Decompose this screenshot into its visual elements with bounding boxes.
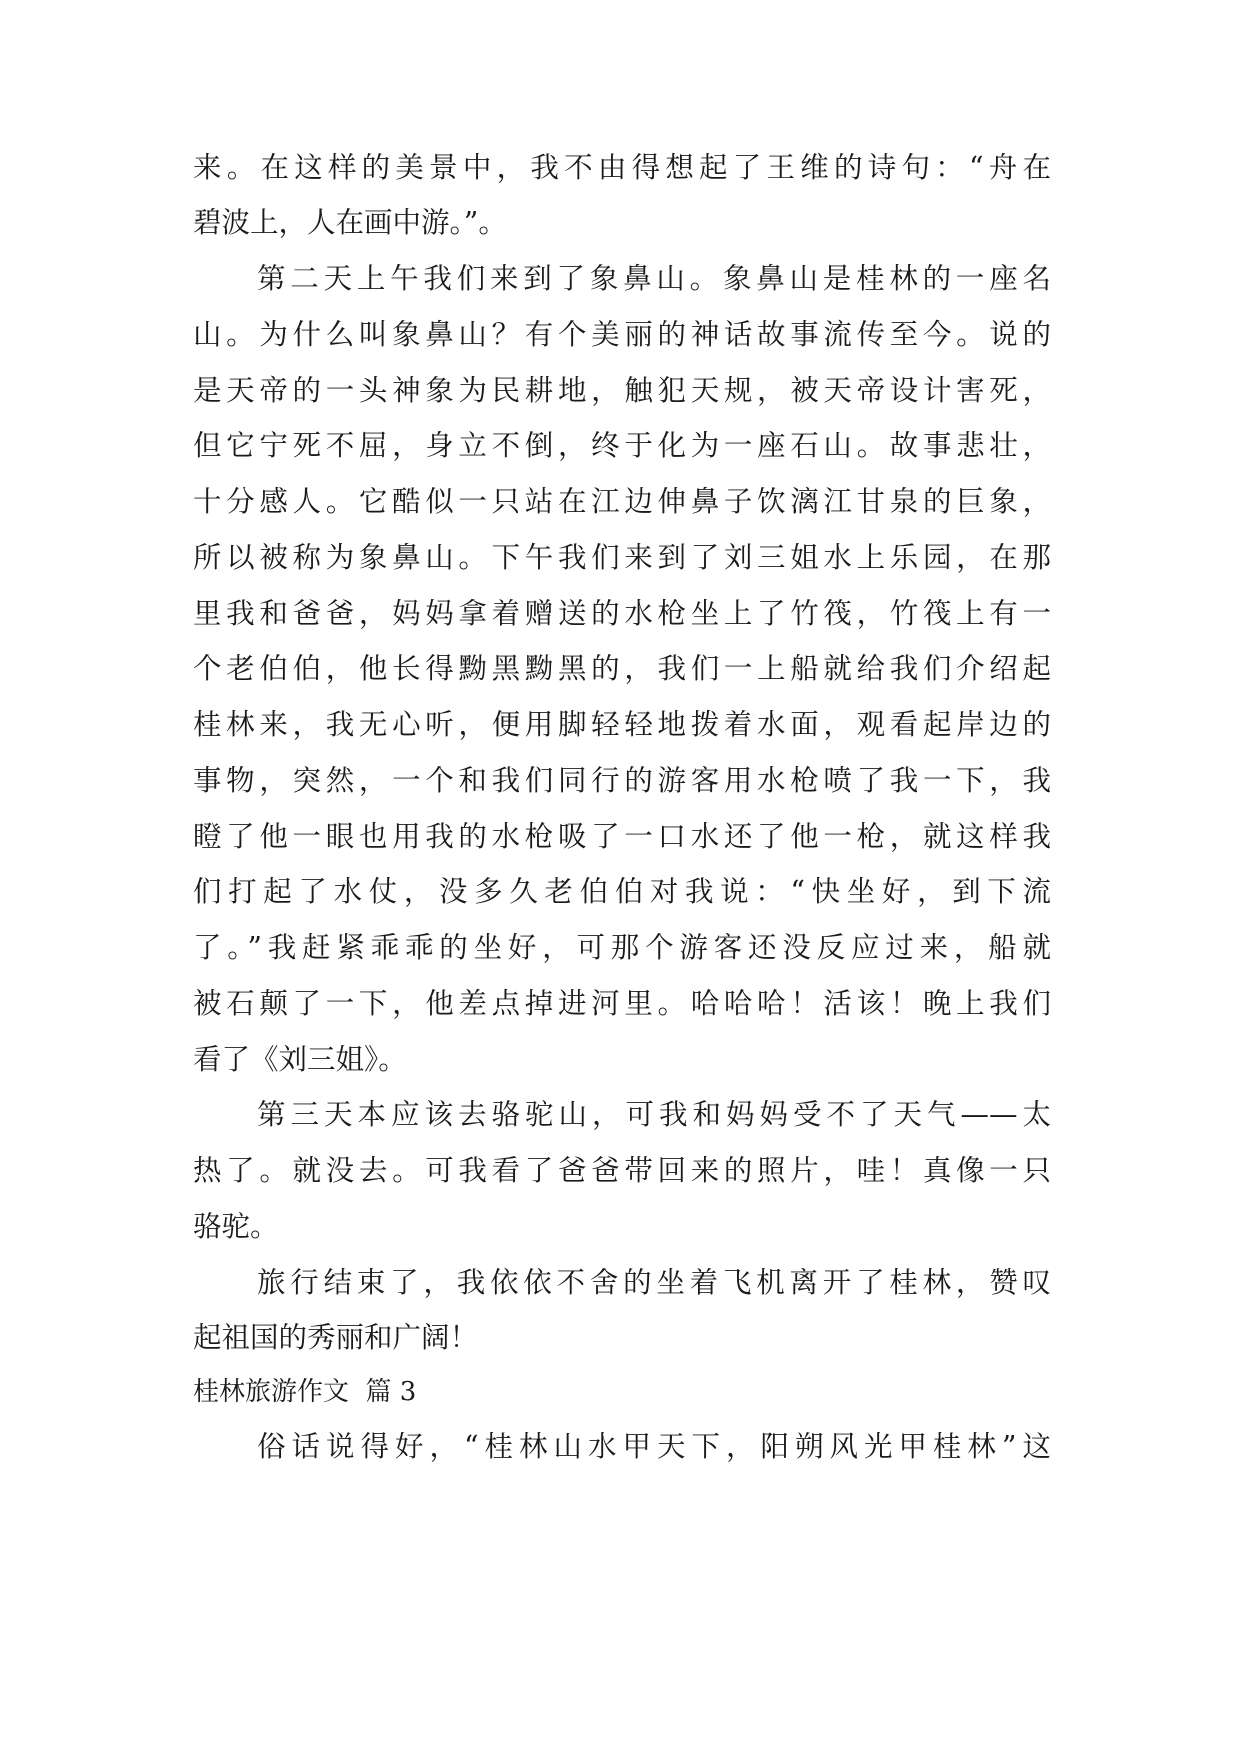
text-line: 瞪了他一眼也用我的水枪吸了一口水还了他一枪，就这样我 [193, 820, 1051, 853]
text-line: 碧波上，人在画中游。”。 [193, 206, 507, 239]
text-line: 被石颠了一下，他差点掉进河里。哈哈哈！活该！晚上我们 [193, 987, 1051, 1020]
text-line: 个老伯伯，他长得黝黑黝黑的，我们一上船就给我们介绍起 [193, 652, 1051, 685]
text-line: 骆驼。 [193, 1210, 279, 1243]
text-line: 起祖国的秀丽和广阔！ [193, 1321, 479, 1354]
text-line: 了。”我赶紧乖乖的坐好，可那个游客还没反应过来，船就 [193, 931, 1051, 964]
text-line: 山。为什么叫象鼻山？有个美丽的神话故事流传至今。说的 [193, 318, 1051, 351]
text-line: 所以被称为象鼻山。下午我们来到了刘三姐水上乐园，在那 [193, 541, 1051, 574]
text-line: 十分感人。它酷似一只站在江边伸鼻子饮漓江甘泉的巨象， [193, 485, 1051, 518]
paragraph-first-line: 第二天上午我们来到了象鼻山。象鼻山是桂林的一座名 [257, 262, 1051, 295]
text-line: 但它宁死不屈，身立不倒，终于化为一座石山。故事悲壮， [193, 429, 1051, 462]
text-line: 事物，突然，一个和我们同行的游客用水枪喷了我一下，我 [193, 764, 1051, 797]
text-line: 们打起了水仗，没多久老伯伯对我说：“快坐好，到下流 [193, 875, 1051, 908]
paragraph-first-line: 旅行结束了，我依依不舍的坐着飞机离开了桂林，赞叹 [257, 1266, 1051, 1299]
paragraph-first-line: 俗话说得好，“桂林山水甲天下，阳朔风光甲桂林”这 [257, 1430, 1051, 1463]
text-line: 来。在这样的美景中，我不由得想起了王维的诗句：“舟在 [193, 151, 1051, 184]
text-line: 是天帝的一头神象为民耕地，触犯天规，被天帝设计害死， [193, 374, 1051, 407]
text-line: 热了。就没去。可我看了爸爸带回来的照片，哇！真像一只 [193, 1154, 1051, 1187]
text-line: 里我和爸爸，妈妈拿着赠送的水枪坐上了竹筏，竹筏上有一 [193, 597, 1051, 630]
text-line: 看了《刘三姐》。 [193, 1043, 407, 1076]
text-line: 桂林来，我无心听，便用脚轻轻地拨着水面，观看起岸边的 [193, 708, 1051, 741]
paragraph-first-line: 第三天本应该去骆驼山，可我和妈妈受不了天气——太 [257, 1098, 1051, 1131]
section-heading: 桂林旅游作文 篇 3 [193, 1377, 417, 1407]
